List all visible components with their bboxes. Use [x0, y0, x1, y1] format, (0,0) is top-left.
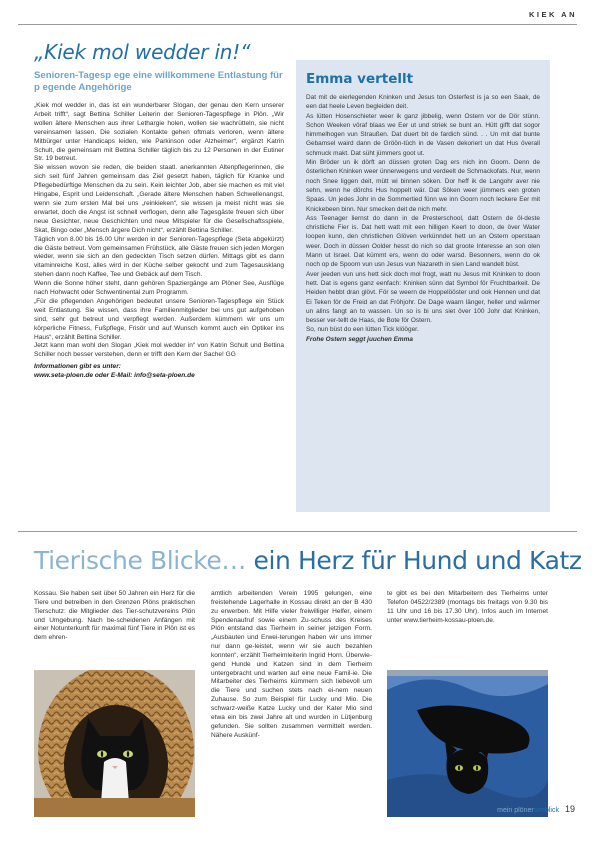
article2-column-3: te gibt es bei den Mitarbeitern des Tierheims unter Telefon 04522/2389 (montags bis freitags von 9.30 bis 11 Uhr und 16 bis 17.30 Uhr). Infos auch im Internet unter www.tierheim-kossau-ploen.de.	[387, 590, 548, 624]
page-number: 19	[564, 804, 575, 814]
paragraph: Aver jeeden vun uns hett sick doch mol frogt, watt nu Jesus mit Kninken to doon hett. Dat is egens ganz eenfach: Kninken sünn dat Symbol för Fruchtbarkeit. De Heiden hebbt dran glövt. För se weern de Hoppelööster und ook Hennen und dat Ei Teken för de Freid an dat Fröhjohr. De Dage waarn länger, heller und wärmer un allns fangt an to wassen. Un so is bi uns siet över 100 Johr dat Kninken, besser ver-tellt de Haas, de Bote för Ostern.	[306, 270, 540, 325]
paragraph: Min Bröder un ik dörft an düssen groten Dag ers nich inn Goorn. Denn de österlichen Kninken weer ünnerwegens und verdeelt de Schmackofats. Nur, wenn noch Snee liggen deit, mütt wi binnen söken. Dor heff ik de Langohr aver nie sehn, wenn he dörchs Hus hoppelt wär. Dat Söken weer jümmers een groten Spaas. Un jedes Johr in de Sommertied fünn we inn Goorn noch leckere Eer mit Knickebeen binn. Nur smecken deit de nich mehr.	[306, 159, 540, 213]
title-part-2: ein Herz für Hund und Katz	[245, 546, 582, 575]
paragraph: Dat mit de eierlegenden Kninken und Jesus ton Osterfest is ja so een Saak, de een dat heele Leven begleiden deit.	[306, 94, 540, 111]
top-divider	[18, 24, 577, 25]
article2-title	[34, 546, 582, 575]
brand-suffix: seeblick	[533, 807, 559, 814]
article-seniors	[34, 40, 284, 381]
article-body	[34, 102, 284, 360]
section-tag: KIEK AN	[528, 10, 577, 19]
title-part-1: Tierische Blicke…	[34, 546, 246, 575]
info-block	[34, 363, 284, 381]
paragraph: Jetzt kann man wohl den Slogan „Kiek mol wedder in“ von Katrin Schult und Bettina Schiller noch besser verstehen, denn er trifft den Kern der Sache! GG	[34, 342, 284, 359]
article-title: „Kiek mol wedder in!“	[34, 40, 251, 64]
section-divider	[18, 531, 577, 532]
paragraph: Täglich von 8.00 bis 16.00 Uhr werden in der Senioren-Tagespflege (Seta abgekürzt) die Gäste betreut. Vom gemeinsamen Frühstück, alle Gäste freuen sich jeden Morgen wieder, wenn sie sich an den gedeckten Tisch setzen dürfen. Mittags gibt es dann vitaminreiche Kost, alles wird in der Küche selber gekocht und zum Tagesausklang stehen dann noch Kaffee, Tee und Gebäck auf dem Tisch.	[34, 235, 284, 279]
article2-column-2: amtlich arbeitenden Verein 1995 gelungen, eine freistehende Lagerhalle in Kossau direkt an der B 430 zu erwerben. Mit Hilfe vieler freiwilliger Helfer, einem Spendenaufruf sowie einem Zu-schuss des Kreises Plön entstand das Tierheim in seiner jetzigen Form. „Ausbauten und Erwei-terungen haben wir uns immer nur dann ge-leistet, wenn wir sie auch bezahlen konnten“, erzählt Tierheimleiterin Ingrid Horn. Überwie-gend Hunde und Katzen sind in dem Tierheim untergebracht und warten auf eine neue Famil-ie. Die Mitarbeiter des Tierheims kümmern sich liebevoll um die Tiere und suchen stets nach ei-nem neuen Zuhause. So zum Beispiel für Lucky und Mio. Die schwarz-weiße Katze Lucky und der Kater Mio sind etwa ein bis zwei Jahre alt und wurden in Lütjenburg gefunden. Sie sollten zusammen vermittelt werden. Nähere Auskünf-	[211, 590, 372, 739]
article-subtitle: Senioren-Tagesp ege eine willkommene Entlastung für p egende Angehörige	[34, 70, 283, 93]
emma-box	[296, 60, 550, 512]
paragraph: As lütten Hosenschieter weer ik ganz jibbelig, wenn Ostern vor de Dör stünn. Schon Weeken vöraf blaas we Eer ut und striek se bunt an. Hütt gifft dat sogor himmelhogen vun Straußen. Dat duert bit de fardich sünd. . . Un mit dat bunte Gebamsel waird dann de Gröön-tüch in de Vasen dekoriert un dat Hus överall schmuck makt. Dat süht jümmers goot ut.	[306, 112, 540, 157]
black-cat-photo	[387, 670, 548, 817]
cat-basket-photo	[34, 670, 195, 817]
paragraph: So, nun büst do een lütten Tick klööger.	[306, 326, 419, 334]
paragraph: Sie wissen wovon sie reden, die beiden staatl. anerkannten Altenpflegerinnen, die sich seit fünf Jahren gemeinsam das Ziel gesetzt haben, täglich für Kranke und Pflegebedürftige Menschen da zu sein. Kein leichter Job, aber sie machen es mit viel Hingabe, Esprit und Leidenschaft. „Gerade ältere Menschen haben Schwellenangst, wenn sie zum ersten Mal bei uns „reinkieken“, sie wissen ja meist nicht was sie erwartet, doch die Angst ist schnell verflogen, denn alle Tagesgäste freuen sich über neue Gesichter, neue Geschichten und neue Mitspieler für die Gesellschaftsspiele, Skat, Bingo oder „Mensch ärgere Dich nicht“, erzählt Bettina Schiller.	[34, 164, 284, 234]
box-title: Emma vertellt	[306, 71, 414, 87]
paragraph: „Kiek mol wedder in, das ist ein wunderbarer Slogan, der genau den Kern unserer Arbeit trifft“, sagt Bettina Schiller Leiterin der Senioren-Tagespflege in Plön. „Wir wollen ältere Menschen aus ihrer Lethargie holen, wollen sie wachrütteln, sie nicht vereinsamen lassen. Die sozialen Kontakte gehen oftmals verloren, wenn ältere Mitbürger unter Handicaps leiden, wie Parkinson oder Alzheimer“, ergänzt Katrin Schult, die gemeinsam mit Bettina Schiller täglich bis zu 12 Personen in der Eutiner Str. 19 betreut.	[34, 102, 284, 163]
article2-column-1: Kossau. Sie haben seit über 50 Jahren ein Herz für die Tiere und betreiben in den Grenzen Plöns praktischen Tierschutz: die Mitglieder des Tier-schutzvereins Plön und Umgebung. Nach be-scheidenen Anfängen mit einer Notunterkunft für maximal fünf Tiere in Plön ist es dem ehren-	[34, 590, 195, 642]
paragraph: Wenn die Sonne höher steht, dann gehören Spaziergänge am Plöner See, Ausflüge nach Hohwacht oder Schwentinental zum Programm.	[34, 280, 284, 297]
info-contact[interactable]: www.seta-ploen.de oder E-Mail: info@seta-ploen.de	[34, 372, 195, 380]
paragraph: Ass Teenager liernst do dann in de Presterschool, datt Ostern de öl-deste christliche Fier is. Dat hett watt mit een hilligen Keerl to doon, de över Water loopen kunn, den christlichen Glöven verkünndet hett un an Ostern operstaan weer. Doch in düssen Oolder hesst do nich so dat groote Interesse an son olen Mann ut Israel. Dat kümmt ers, wenn do oder warsd. Besonners, wenn do ok noch op de Spoorn vun usn Jesus vun Nazareth in sien Land wandelt büst.	[306, 214, 540, 269]
paragraph: „Für die pflegenden Angehörigen bedeutet unsere Senioren-Tagespflege ein Stück weit Entlastung. Sie wissen, dass ihre Familienmitglieder bei uns gut aufgehoben sind, sehr gut betreut und verpflegt werden. Außerdem kümmern wir uns um körperliche Fitness, Fußpflege, Frisör und auf Wunsch kommt auch ein Optiker ins Haus“, erzählt Bettina Schiller.	[34, 297, 284, 341]
box-body	[296, 87, 550, 335]
brand-name: mein plöner	[497, 807, 534, 814]
info-label: Informationen gibt es unter:	[34, 363, 121, 371]
box-signature: Frohe Ostern seggt juuchen Emma	[306, 335, 413, 343]
page-footer	[497, 804, 575, 814]
